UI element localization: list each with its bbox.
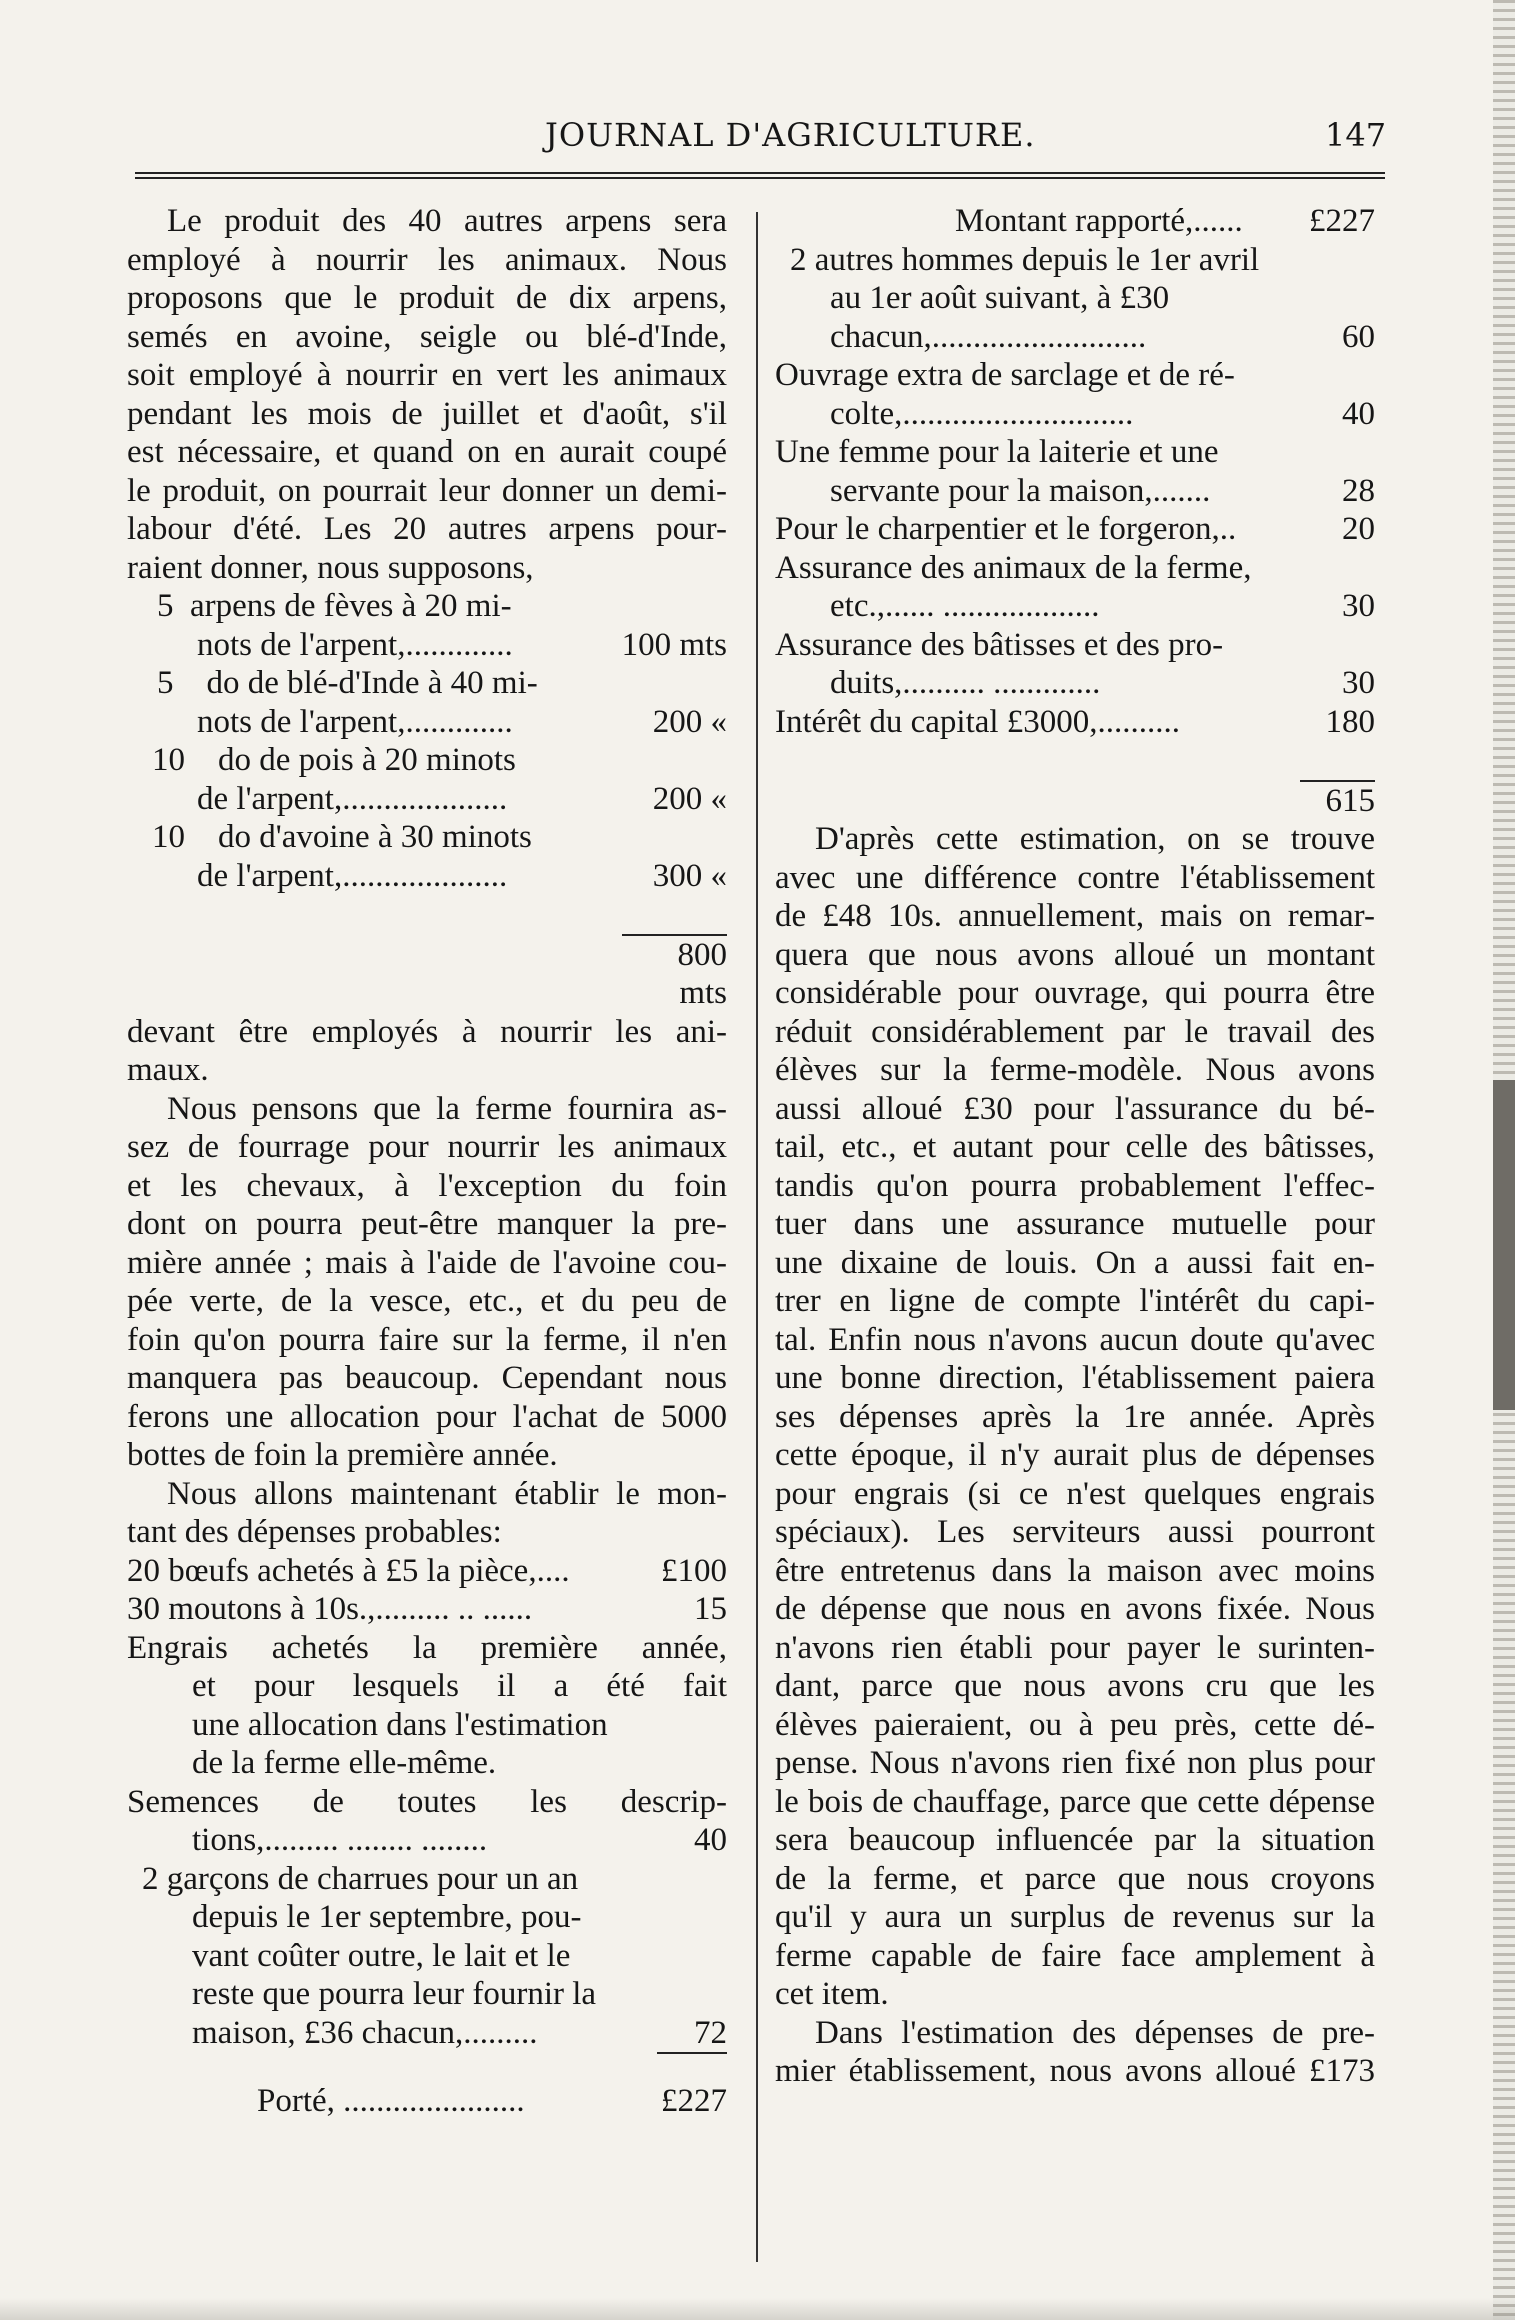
text-line: semés en avoine, seigle ou blé-d'Inde, — [127, 318, 727, 355]
expense-amount: 180 — [1325, 703, 1375, 740]
text-line: maux. — [127, 1052, 209, 1088]
carried-label: Porté, ...................... — [257, 2083, 525, 2119]
expense-text: servante pour la maison,....... — [830, 472, 1211, 509]
expense-text: Engrais achetés la première année, — [127, 1629, 727, 1666]
expense-text: une allocation dans l'estimation — [192, 1706, 608, 1743]
expense-text: Pour le charpentier et le forgeron,.. — [775, 511, 1237, 547]
paragraph — [127, 202, 727, 587]
text-line: quera que nous avons alloué un montant — [775, 936, 1375, 973]
expense-text: Semences de toutes les descrip- — [127, 1783, 727, 1820]
crop-desc-cont: de l'arpent,.................... — [197, 780, 508, 817]
expense-text: Une femme pour la laiterie et une — [775, 434, 1219, 470]
crop-row-cont — [127, 703, 727, 742]
carried-amount: £227 — [661, 2083, 727, 2119]
expense-text: 2 autres hommes depuis le 1er avril — [790, 241, 1260, 278]
crop-row — [127, 818, 727, 857]
expense-text: reste que pourra leur fournir la — [192, 1976, 597, 2012]
text-line: Nous pensons que la ferme fournira as- — [167, 1090, 727, 1127]
expense-text: maison, £36 chacun,......... — [192, 2014, 538, 2051]
brought-amount: £227 — [1309, 203, 1375, 239]
crop-amount: 200 « — [652, 703, 727, 740]
text-line: pense. Nous n'avons rien fixé non plus pour — [775, 1745, 1375, 1781]
text-line: de £48 10s. annuellement, mais on remar- — [775, 898, 1375, 934]
crop-row — [127, 741, 727, 780]
text-line: Le produit des 40 autres arpens sera — [167, 203, 727, 239]
expense-text: Assurance des animaux de la ferme, — [775, 549, 1252, 586]
expense-amount: 60 — [1342, 318, 1375, 355]
paragraph — [775, 2014, 1375, 2091]
crop-desc-cont: de l'arpent,.................... — [197, 857, 508, 894]
text-line: pendant les mois de juillet et d'août, s'il — [127, 395, 727, 432]
brought-forward-row — [775, 202, 1375, 241]
expense-text: Assurance des bâtisses et des pro- — [775, 626, 1224, 663]
crop-desc: do de pois à 20 minots — [218, 742, 516, 778]
expense-amount: 28 — [1342, 472, 1375, 509]
paragraph — [127, 1090, 727, 1475]
text-line: soit employé à nourrir en vert les animaux — [127, 357, 727, 393]
expense-amount: 30 — [1342, 588, 1375, 624]
text-line: sez de fourrage pour nourrir les animaux — [127, 1129, 727, 1165]
text-line: labour d'été. Les 20 autres arpens pour- — [127, 511, 727, 547]
expense-text: Intérêt du capital £3000,.......... — [775, 703, 1181, 740]
text-line: mier établissement, nous avons alloué £173 — [775, 2053, 1375, 2089]
paragraph — [127, 1475, 727, 1552]
running-title: JOURNAL D'AGRICULTURE. — [545, 116, 1036, 154]
crop-qty: 5 — [157, 588, 174, 624]
text-line: tandis qu'on pourra probablement l'effec- — [775, 1167, 1375, 1204]
expense-amount: 15 — [694, 1591, 727, 1627]
crop-row-cont — [127, 857, 727, 896]
text-line: dant, parce que nous avons cru que les — [775, 1668, 1375, 1704]
text-line: manquera pas beaucoup. Cependant nous — [127, 1360, 727, 1396]
expense-row — [127, 2014, 727, 2053]
text-line: réduit considérablement par le travail des — [775, 1013, 1375, 1050]
text-line: aussi alloué £30 pour l'assurance du bé- — [775, 1090, 1375, 1127]
text-line: avec une différence contre l'établissement — [775, 859, 1375, 896]
text-line: une dixaine de louis. On a aussi fait en- — [775, 1244, 1375, 1281]
expense-text: depuis le 1er septembre, pou- — [192, 1899, 582, 1935]
text-line: foin qu'on pourra faire sur la ferme, il n'en — [127, 1321, 727, 1358]
text-line: Nous allons maintenant établir le mon- — [167, 1475, 727, 1512]
text-line: dont on pourra peut-être manquer la pre- — [127, 1206, 727, 1242]
carried-forward-row — [127, 2082, 727, 2121]
crop-qty: 10 — [152, 819, 185, 855]
text-line: cette époque, il n'y aurait plus de dépenses — [775, 1437, 1375, 1473]
text-line: sera beaucoup influencée par la situation — [775, 1822, 1375, 1858]
expense-text: 2 garçons de charrues pour un an — [142, 1860, 579, 1897]
text-line: employé à nourrir les animaux. Nous — [127, 241, 727, 278]
text-line: proposons que le produit de dix arpens, — [127, 280, 727, 316]
text-line: devant être employés à nourrir les ani- — [127, 1013, 727, 1050]
header-rule — [135, 172, 1385, 174]
crop-row-cont — [127, 626, 727, 665]
crop-qty: 5 — [157, 665, 174, 701]
paragraph — [775, 820, 1375, 2014]
crop-qty: 10 — [152, 742, 185, 778]
expense-row — [775, 587, 1375, 626]
text-line: raient donner, nous supposons, — [127, 549, 534, 586]
text-line: une bonne direction, l'établissement paiera — [775, 1360, 1375, 1396]
text-line: tant des dépenses probables: — [127, 1514, 502, 1550]
crop-total: 800 mts — [622, 934, 727, 1013]
expense-text: de la ferme elle-même. — [192, 1745, 497, 1781]
text-line: bottes de foin la première année. — [127, 1437, 558, 1473]
crop-row-cont — [127, 780, 727, 819]
expense-row — [775, 664, 1375, 703]
expense-text: 20 bœufs achetés à £5 la pièce,.... — [127, 1552, 570, 1589]
left-column — [127, 202, 727, 2121]
text-line: trer en ligne de compte l'intérêt du capi- — [775, 1283, 1375, 1319]
expense-text: etc.,...... ................... — [830, 588, 1100, 624]
text-line: et les chevaux, à l'exception du foin — [127, 1167, 727, 1204]
expense-row — [127, 1552, 727, 1591]
crop-desc: do d'avoine à 30 minots — [218, 819, 532, 855]
crop-desc: do de blé-d'Inde à 40 mi- — [206, 665, 538, 701]
expense-text: tions,......... ........ ........ — [192, 1822, 488, 1858]
crop-desc-cont: nots de l'arpent,............. — [197, 626, 513, 663]
expense-row — [775, 318, 1375, 357]
expense-total: 615 — [1300, 780, 1375, 821]
expense-row — [127, 1590, 727, 1629]
expense-amount: £100 — [661, 1552, 727, 1589]
text-line: D'après cette estimation, on se trouve — [815, 821, 1375, 857]
text-line: être entretenus dans la maison avec moins — [775, 1552, 1375, 1589]
expense-text: au 1er août suivant, à £30 — [830, 280, 1170, 316]
scan-edge-shadow — [1493, 1080, 1515, 1410]
text-line: élèves sur la ferme-modèle. Nous avons — [775, 1052, 1375, 1088]
text-line: le bois de chauffage, parce que cette dépense — [775, 1783, 1375, 1820]
expense-text: et pour lesquels il a été fait — [192, 1668, 727, 1704]
scan-bottom-shade — [0, 2298, 1515, 2320]
expense-amount: 40 — [1342, 395, 1375, 432]
text-line: ferme capable de faire face amplement à — [775, 1937, 1375, 1974]
text-line: n'avons rien établi pour payer le surinten- — [775, 1629, 1375, 1666]
expense-row — [775, 510, 1375, 549]
column-divider — [756, 212, 758, 2262]
expense-row — [775, 472, 1375, 511]
expense-list — [775, 241, 1375, 821]
expense-text: colte,............................ — [830, 395, 1134, 432]
text-line: cet item. — [775, 1976, 889, 2012]
expense-amount: 40 — [694, 1822, 727, 1858]
expense-text: duits,.......... ............. — [830, 665, 1101, 701]
text-line: tail, etc., et autant pour celle des bâtisses, — [775, 1129, 1375, 1165]
text-line: Dans l'estimation des dépenses de pre- — [815, 2014, 1375, 2051]
text-line: pour engrais (si ce n'est quelques engrais — [775, 1475, 1375, 1512]
expense-row — [127, 1821, 727, 1860]
brought-label: Montant rapporté,...... — [955, 203, 1243, 239]
right-column — [775, 202, 1375, 2091]
text-line: spéciaux). Les serviteurs aussi pourront — [775, 1514, 1375, 1550]
expense-amount: 20 — [1342, 511, 1375, 547]
expense-amount: 72 — [694, 2014, 727, 2051]
header-rule-second — [135, 177, 1385, 179]
text-line: mière année ; mais à l'aide de l'avoine cou- — [127, 1244, 727, 1281]
expense-amount: 30 — [1342, 665, 1375, 701]
paragraph — [127, 1013, 727, 1090]
text-line: tuer dans une assurance mutuelle pour — [775, 1206, 1375, 1242]
crop-amount: 300 « — [652, 857, 727, 894]
crop-row — [127, 664, 727, 703]
text-line: considérable pour ouvrage, qui pourra être — [775, 975, 1375, 1011]
text-line: élèves paieraient, ou à peu près, cette dé- — [775, 1706, 1375, 1743]
text-line: pée verte, de la vesce, etc., et du peu de — [127, 1283, 727, 1319]
text-line: qu'il y aura un surplus de revenus sur la — [775, 1899, 1375, 1935]
text-line: de dépense que nous en avons fixée. Nous — [775, 1591, 1375, 1627]
expense-list — [127, 1552, 727, 2121]
text-line: ferons une allocation pour l'achat de 5000 — [127, 1398, 727, 1435]
crop-desc-cont: nots de l'arpent,............. — [197, 703, 513, 740]
crop-row — [127, 587, 727, 626]
crop-estimate-table — [127, 587, 727, 1013]
expense-text: 30 moutons à 10s.,......... .. ...... — [127, 1591, 533, 1627]
page-number: 147 — [1325, 116, 1387, 154]
expense-text: Ouvrage extra de sarclage et de ré- — [775, 357, 1235, 393]
crop-amount: 100 mts — [621, 626, 727, 663]
text-line: le produit, on pourrait leur donner un demi- — [127, 472, 727, 509]
text-line: ses dépenses après la 1re année. Après — [775, 1398, 1375, 1435]
text-line: tal. Enfin nous n'avons aucun doute qu'avec — [775, 1321, 1375, 1358]
expense-row — [775, 395, 1375, 434]
expense-text: vant coûter outre, le lait et le — [192, 1937, 571, 1974]
expense-total-row — [775, 780, 1375, 821]
text-line: de la ferme, et parce que nous croyons — [775, 1860, 1375, 1897]
crop-amount: 200 « — [652, 780, 727, 817]
crop-desc: arpens de fèves à 20 mi- — [190, 588, 512, 624]
crop-total-row — [127, 934, 727, 1013]
text-line: est nécessaire, et quand on en aurait coupé — [127, 434, 727, 470]
expense-text: chacun,.......................... — [830, 318, 1147, 355]
expense-row — [775, 703, 1375, 742]
